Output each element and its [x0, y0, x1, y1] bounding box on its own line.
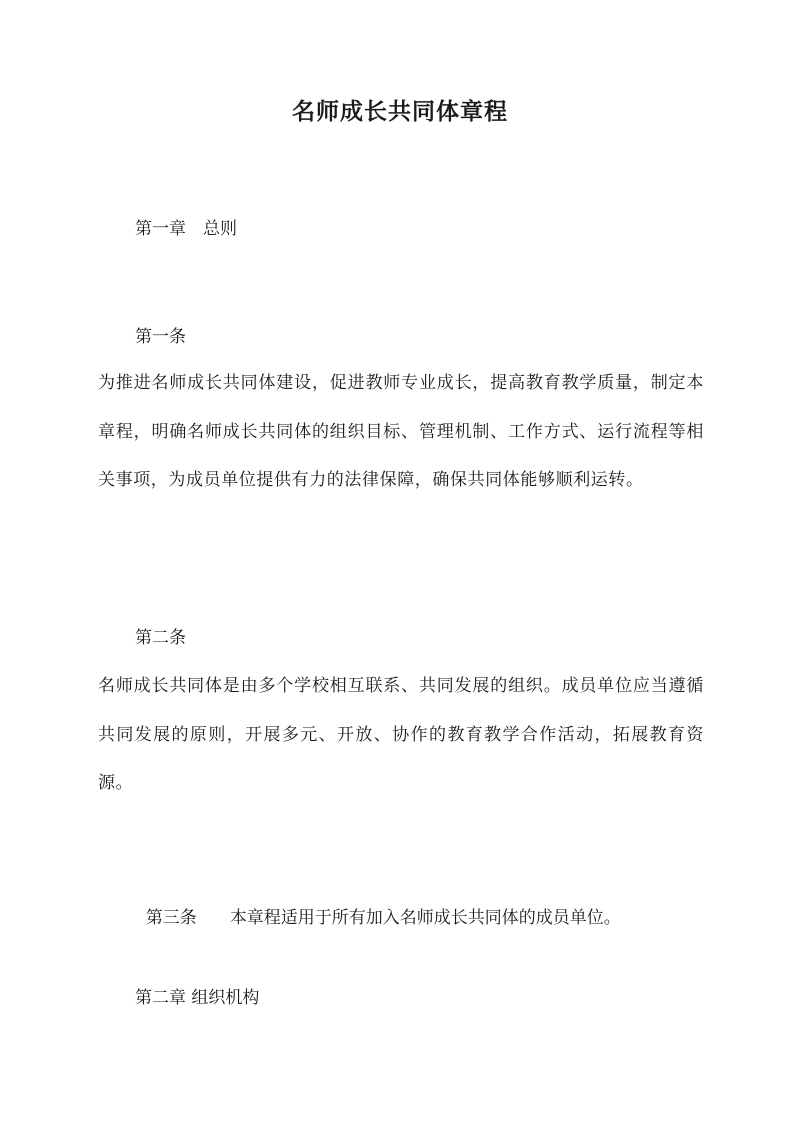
article-1-text: 为推进名师成长共同体建设，促进教师专业成长，提高教育教学质量，制定本章程，明确名师成长共同体的组织目标、管理机制、工作方式、运行流程等相关事项，为成员单位提供有力的法律保障，确保共同体能够顺利运转。	[98, 373, 704, 490]
article-3-label: 第三条	[145, 908, 197, 928]
article-3	[135, 879, 621, 931]
document-title: 名师成长共同体章程	[292, 98, 508, 125]
article-3-text: 本章程适用于所有加入名师成长共同体的成员单位。	[229, 908, 621, 928]
article-2-text: 名师成长共同体是由多个学校相互联系、共同发展的组织。成员单位应当遵循共同发展的原则，开展多元、开放、协作的教育教学合作活动，拓展教育资源。	[98, 676, 704, 793]
article-1-label: 第一条	[135, 327, 186, 347]
chapter-1-heading: 第一章 总则	[135, 219, 237, 239]
chapter-2-heading: 第二章 组织机构	[135, 988, 260, 1008]
article-2-label: 第二条	[135, 628, 186, 648]
